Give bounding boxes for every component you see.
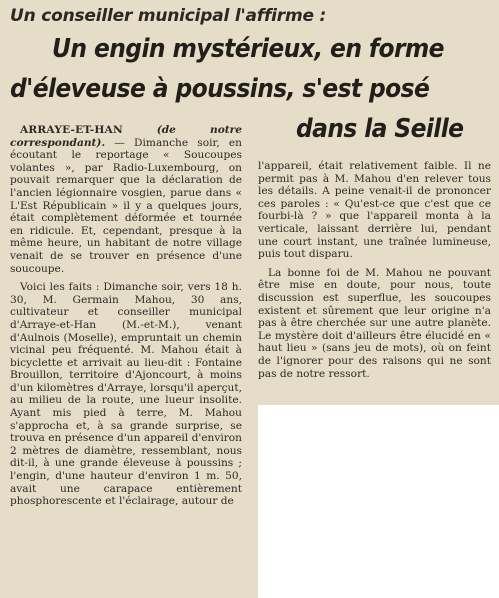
dateline: ARRAYE-ET-HAN: [20, 124, 123, 136]
article-paragraph: l'appareil, était relativement faible. Il ne permit pas à M. Mahou d'en relever tous les détails. A peine venait-il de prononcer ces paroles : « Qu'est-ce que c'est que ce fourbi-là ? » que l'appareil monta à la verticale, laissant derrière lui, pendant une court instant, une traînée lumineuse, puis tout disparu.: [258, 160, 491, 261]
correspondent-credit: (de notre correspondant).: [10, 124, 242, 149]
article-column-right: [258, 160, 491, 380]
article-kicker: Un conseiller municipal l'affirme :: [10, 6, 327, 26]
article-paragraph: La bonne foi de M. Mahou ne pouvant être mise en doute, pour nous, toute discussion est superflue, les soucoupes existent et sûrement que leur origine n'a pas à être cherchée sur une autre planète. Le mystère doit d'ailleurs être élucidé en « haut lieu » (sans jeu de mots), où on feint de l'ignorer pour des raisons qui ne sont pas de notre ressort.: [258, 266, 491, 380]
headline-line-3: dans la Seille: [296, 114, 464, 144]
article-paragraph: Voici les faits : Dimanche soir, vers 18 h. 30, M. Germain Mahou, 30 ans, cultivateur et conseiller municipal d'Arraye-et-Han (M.-et-M.), venant d'Aulnois (Moselle), empruntait un chemin vicinal peu fréquenté. M. Mahou était à bicyclette et arrivait au lieu-dit : Fontaine Brouillon, territoire d'Ajoncourt, à moins d'un kilomètres d'Arraye, lorsqu'il aperçut, au milieu de la route, une lueur insolite. Ayant mis pied à terre, M. Mahou s'approcha et, à sa grande surprise, se trouva en présence d'un appareil d'environ 2 mètres de diamètre, ressemblant, nous dit-il, à une grande éleveuse à poussins ; l'engin, d'une hauteur d'environ 1 m. 50, avait une carapace entièrement phosphorescente et l'éclairage, autour de: [10, 281, 242, 508]
article-column-left: [10, 124, 242, 508]
paragraph-text: — Dimanche soir, en écoutant le reportage « Soucoupes volantes », par Radio-Luxembourg, on pouvait remarquer que la déclaration de l'ancien légionnaire vosgien, parue dans « L'Est Républicain » il y a quelques jours, était complètement déformée et tournée en ridicule. Et, cependant, presque à la même heure, un habitant de notre village venait de se trouver en présence d'une soucoupe.: [10, 136, 242, 275]
headline-line-2: d'éleveuse à poussins, s'est posé: [10, 74, 430, 104]
headline-line-1: Un engin mystérieux, en forme: [52, 34, 444, 64]
article-paragraph: [10, 124, 242, 275]
